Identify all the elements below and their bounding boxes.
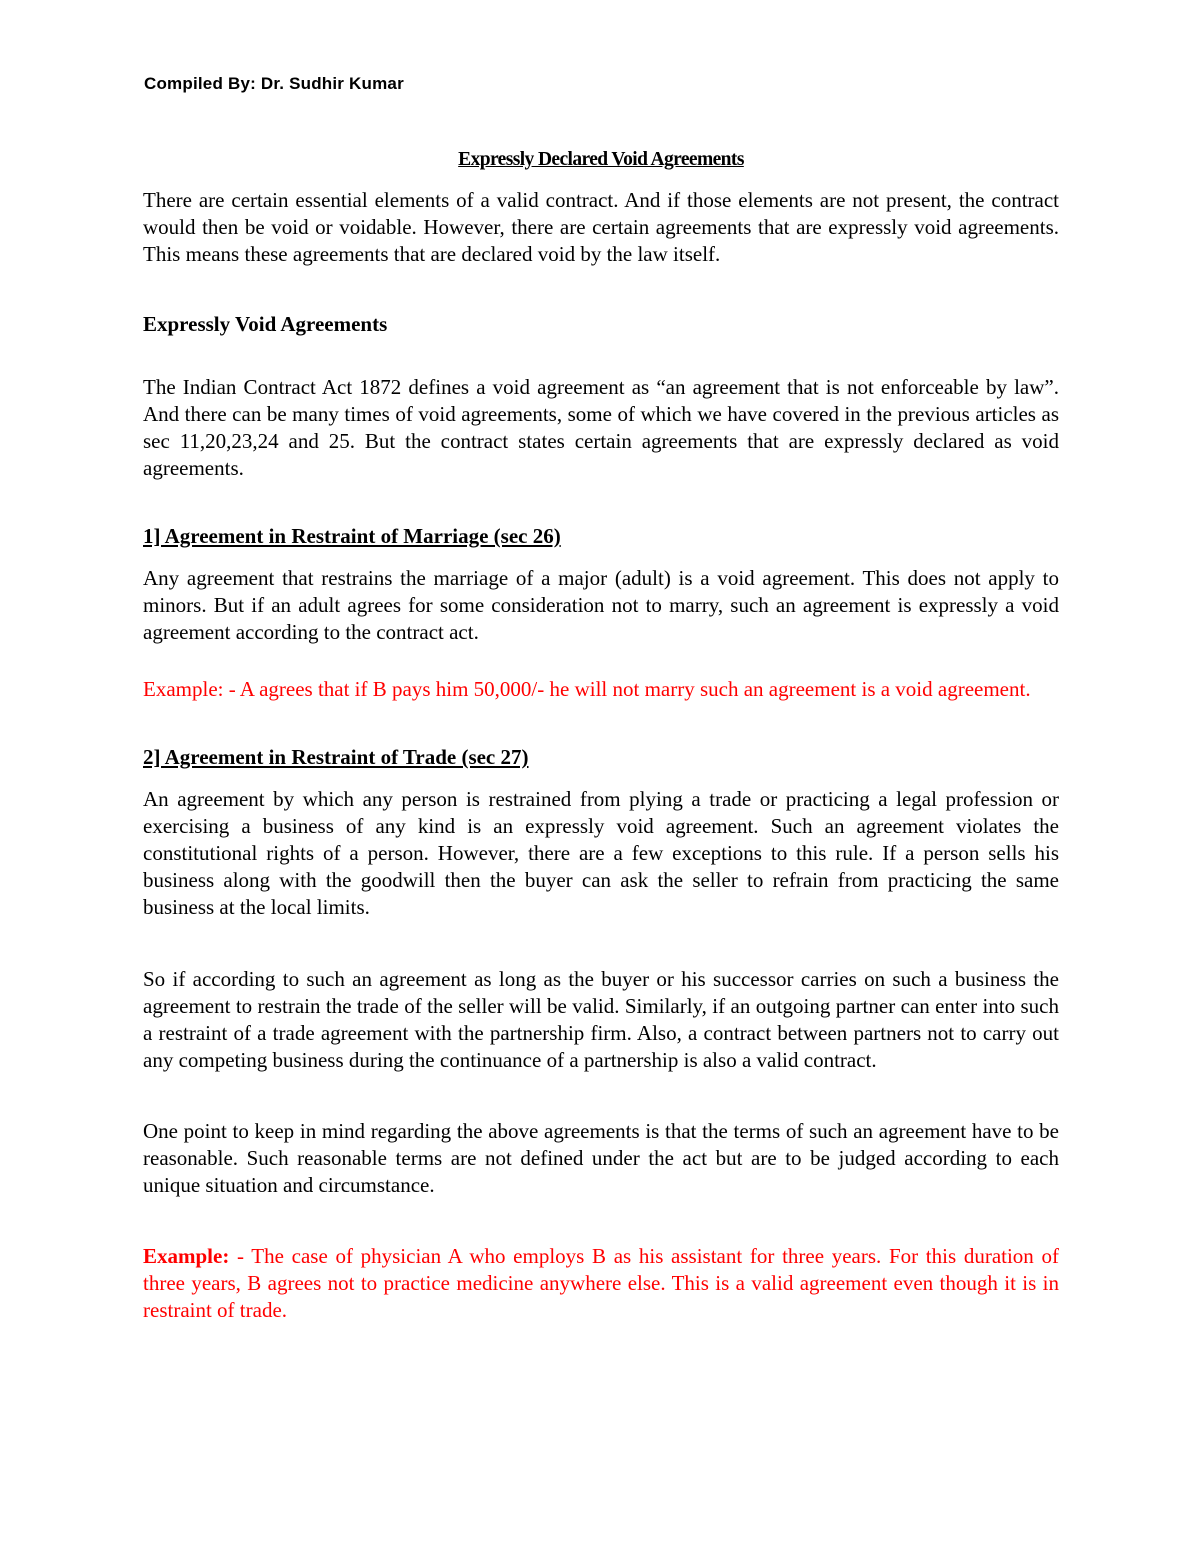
section-2-body-3: One point to keep in mind regarding the above agreements is that the terms of such an agreement have to be reasonable. Such reasonable terms are not defined under the act but are to be judged according to each unique situation and circumstance.	[143, 1119, 1059, 1197]
compiled-by-header: Compiled By: Dr. Sudhir Kumar	[144, 74, 404, 93]
subheading-expressly-void: Expressly Void Agreements	[143, 312, 388, 336]
section-2-body-2: So if according to such an agreement as long as the buyer or his successor carries on such a business the agreement to restrain the trade of the seller will be valid. Similarly, if an outgoing partner can enter into such a restraint of a trade agreement with the partnership firm. Also, a contract between partners not to carry out any competing business during the continuance of a partnership is also a valid contract.	[143, 967, 1059, 1072]
example-text: - The case of physician A who employs B as his assistant for three years. For this duration of three years, B agrees not to practice medicine anywhere else. This is a valid agreement even though it is in restraint of trade.	[143, 1244, 1059, 1322]
section-1-heading: 1] Agreement in Restraint of Marriage (sec 26)	[143, 524, 561, 548]
document-title: Expressly Declared Void Agreements	[458, 149, 744, 170]
intro-paragraph: There are certain essential elements of a valid contract. And if those elements are not present, the contract would then be void or voidable. However, there are certain agreements that are expressly void agreements. This means these agreements that are declared void by the law itself.	[143, 188, 1059, 266]
section-2-heading: 2] Agreement in Restraint of Trade (sec 27)	[143, 745, 529, 769]
section-2-body-1: An agreement by which any person is restrained from plying a trade or practicing a legal profession or exercising a business of any kind is an expressly void agreement. Such an agreement violates the constitutional rights of a person. However, there are a few exceptions to this rule. If a person sells his business along with the goodwill then the buyer can ask the seller to refrain from practicing the same business at the local limits.	[143, 787, 1059, 919]
section-1-example: Example: - A agrees that if B pays him 50,000/- he will not marry such an agreement is a void agreement.	[143, 677, 1031, 701]
section-2-example	[143, 1243, 1059, 1324]
example-label: Example:	[143, 1244, 230, 1268]
document-body	[143, 146, 1059, 1324]
definition-paragraph: The Indian Contract Act 1872 defines a void agreement as “an agreement that is not enforceable by law”. And there can be many times of void agreements, some of which we have covered in the previous articles as sec 11,20,23,24 and 25. But the contract states certain agreements that are expressly declared as void agreements.	[143, 375, 1059, 480]
section-1-body: Any agreement that restrains the marriage of a major (adult) is a void agreement. This does not apply to minors. But if an adult agrees for some consideration not to marry, such an agreement is expressly a void agreement according to the contract act.	[143, 566, 1059, 644]
